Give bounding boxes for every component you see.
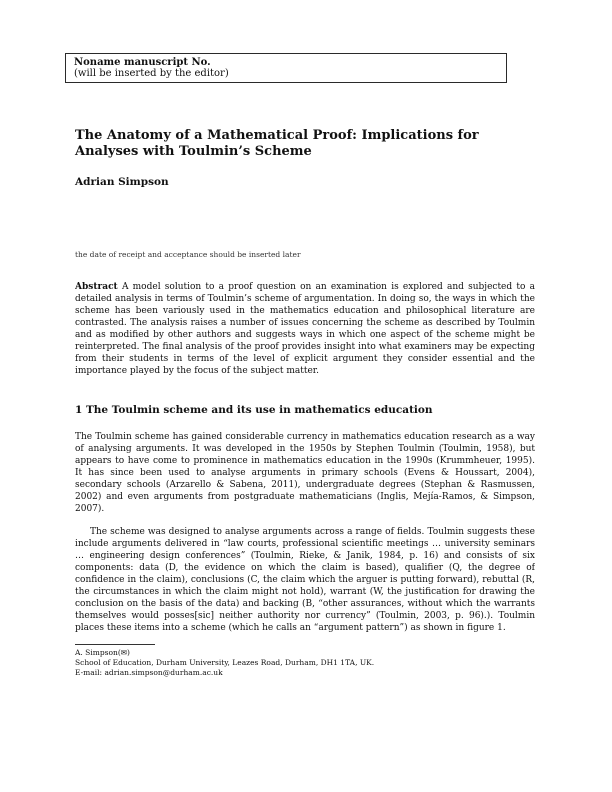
editor-note: (will be inserted by the editor) xyxy=(74,68,229,79)
footnote-affiliation: School of Education, Durham University, Leazes Road, Durham, DH1 1TA, UK. xyxy=(75,658,375,667)
footnote-author: A. Simpson(✉) xyxy=(75,648,130,657)
footnote-divider xyxy=(75,644,155,645)
author-footnote xyxy=(75,648,535,678)
author-name: Adrian Simpson xyxy=(75,176,169,188)
manuscript-number: Noname manuscript No. xyxy=(74,57,211,68)
receipt-dates: the date of receipt and acceptance should be inserted later xyxy=(75,250,301,259)
body-paragraph-1: The Toulmin scheme has gained considerable currency in mathematics education research as a way of analysing arguments. It was developed in the 1950s by Stephen Toulmin (Toulmin, 1958), but appears to have come to prominence in mathematics education in the 1990s (Krummheuer, 1995). It has since been used to analyse arguments in primary schools (Evens & Houssart, 2004), secondary schools (Arzarello & Sabena, 2011), undergraduate degrees (Stephan & Rasmussen, 2002) and even arguments from postgraduate mathematicians (Inglis, Mejía-Ramos, & Simpson, 2007). xyxy=(75,432,535,514)
footnote-email: E-mail: adrian.simpson@durham.ac.uk xyxy=(75,668,223,677)
abstract-label: Abstract xyxy=(75,282,118,292)
manuscript-header-box xyxy=(65,53,507,83)
body-paragraph-2: The scheme was designed to analyse arguments across a range of fields. Toulmin suggests these include arguments delivered in “law courts, professional scientific meetings … university seminars … engineering design conferences” (Toulmin, Rieke, & Janik, 1984, p. 16) and consists of six components: data (D, the evidence on which the claim is based), qualifier (Q, the degree of confidence in the claim), conclusions (C, the claim which the arguer is putting forward), rebuttal (R, the circumstances in which the claim might not hold), warrant (W, the justification for drawing the conclusion on the basis of the data) and backing (B, “other assurances, without which the warrants themselves would posses[sic] neither authority nor currency” (Toulmin, 2003, p. 96).). Toulmin places these items into a scheme (which he calls an “argument pattern”) as shown in figure 1. xyxy=(75,527,535,633)
abstract-text: A model solution to a proof question on an examination is explored and subjected to a detailed analysis in terms of Toulmin’s scheme of argumentation. In doing so, the ways in which the scheme has been variously used in the mathematics education and philosophical literature are contrasted. The analysis raises a number of issues concerning the scheme as described by Toulmin and as modified by other authors and suggests ways in which one aspect of the scheme might be reinterpreted. The final analysis of the proof provides insight into what examiners may be expecting from their students in terms of the level of explicit argument they consider essential and the importance played by the focus of the subject matter. xyxy=(75,282,535,376)
abstract xyxy=(75,281,535,377)
section-heading: 1 The Toulmin scheme and its use in mathematics education xyxy=(75,404,433,416)
paper-title: The Anatomy of a Mathematical Proof: Implications for Analyses with Toulmin’s Scheme xyxy=(75,128,479,159)
